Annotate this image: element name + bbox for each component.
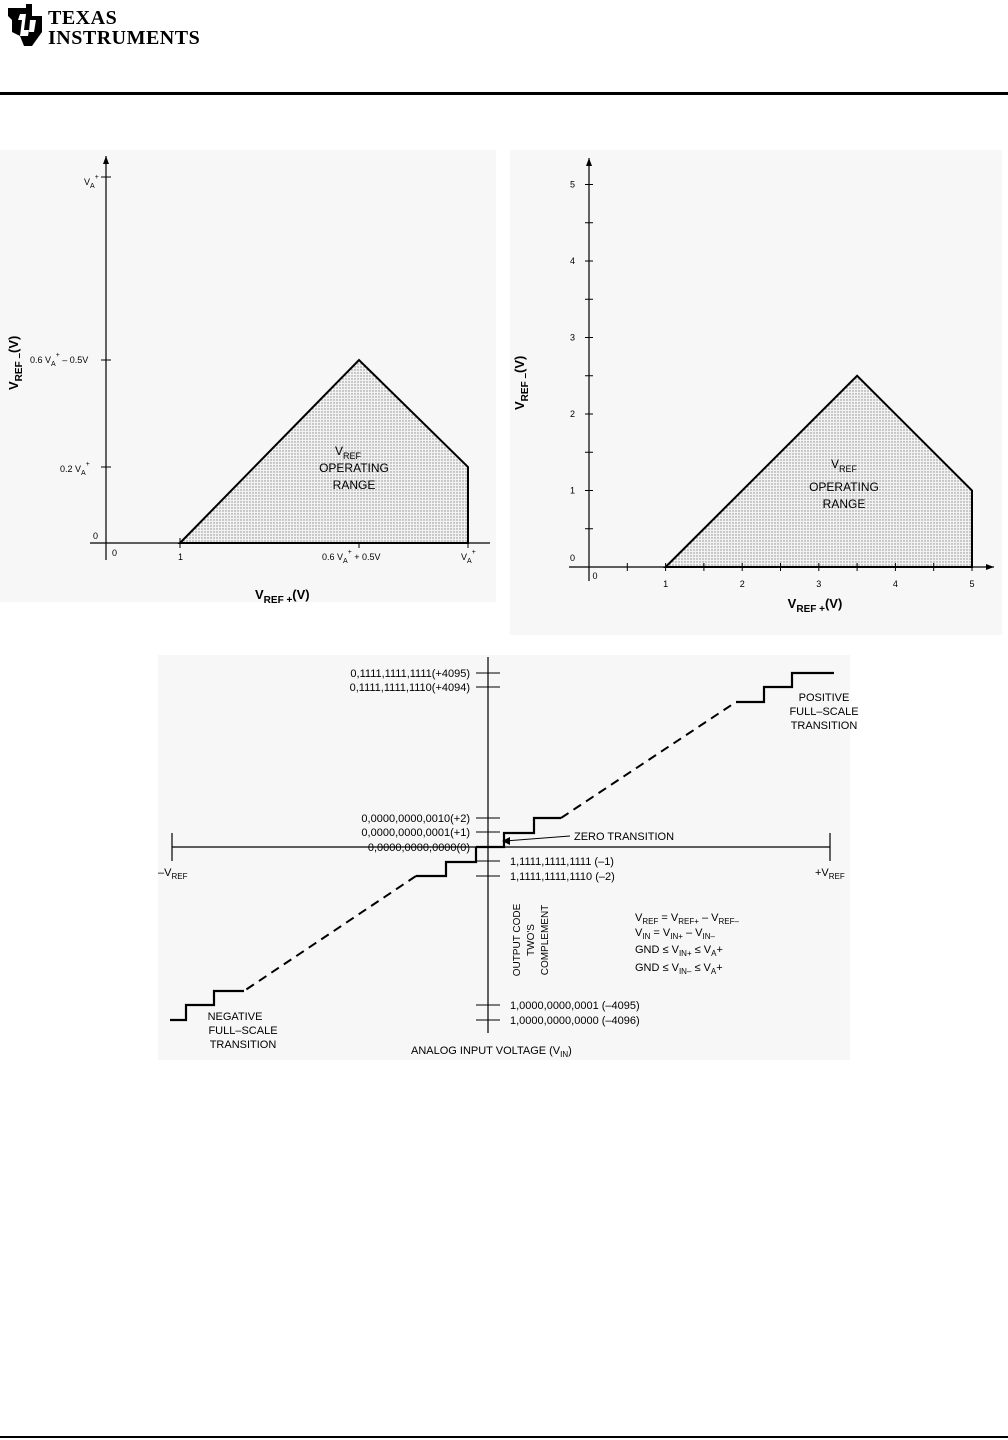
equation-vref: $V_{REF} = V_{REF+} - V_{REF-}$ [635,912,739,926]
equation-vin-minus-range: GND ≤ $V_{IN-} \le V_A+$ [635,962,723,976]
y-tick-label-0: 0 [569,553,575,563]
chart-region-label-line-1: $V_{REF}$ [831,457,858,474]
pos-fs-line-3: TRANSITION [790,720,858,732]
tf-pos-ref-label: $+V_{REF}$ [815,867,845,881]
pos-fs-line-2: FULL–SCALE [789,706,859,718]
x-label-one: 1 [178,552,184,562]
footer-rule [0,1436,1008,1438]
neg-fs-line-1: NEGATIVE [207,1011,263,1023]
x-label-origin: 0 [112,548,118,558]
y-label-mid: 0.6 $V_A^+ - 0.5V$ [30,352,89,368]
tf-background [158,655,850,1060]
y-tick-label-3: 3 [569,332,575,343]
chart-y-axis-title: $V_{REF -}(V)$ [512,355,531,410]
y-tick-label-5: 5 [569,179,575,190]
code-label-0: 0,0000,0000,0000(0) [367,842,470,854]
tf-neg-ref-label: $-V_{REF}$ [158,867,188,881]
ti-chip-icon [2,2,48,48]
chart-x-axis-title: $V_{REF +}(V)$ [787,596,843,615]
tf-x-axis-label: ANALOG INPUT VOLTAGE $(V_{IN})$ [411,1045,572,1059]
chart-region-label-line-3: RANGE [822,497,866,511]
region-label-line-2: OPERATING [319,461,389,475]
y-axis-title: $V_{REF -}(V)$ [6,335,25,390]
x-label-mid: 0.6 $V_A^+ + 0.5V$ [322,549,381,565]
neg-fs-line-2: FULL–SCALE [208,1025,278,1037]
y-label-zero: 0 [93,531,99,541]
logo-line-1: TEXAS [48,7,118,29]
code-label-neg4096: 1,0000,0000,0000 (–4096) [510,1015,640,1027]
code-label-4094: 0,1111,1111,1110(+4094) [349,682,470,694]
x-label-end: $V_A^+$ [461,549,476,565]
x-tick-label-1: 1 [663,579,669,589]
x-tick-label-3: 3 [816,579,822,589]
y-tick-label-4: 4 [569,256,575,266]
vref-range-numeric-chart [510,150,1002,635]
y-tick-label-1: 1 [569,485,575,496]
y-label-low: 0.2 $V_A^+$ [60,461,90,477]
region-label-line-3: RANGE [332,478,376,492]
x-tick-label-0: 0 [592,571,598,581]
neg-fs-line-3: TRANSITION [209,1039,277,1051]
equation-vin-plus-range: GND ≤ $V_{IN+} \le V_A+$ [635,944,723,958]
y-tick-label-2: 2 [569,409,575,419]
output-code-line-1: OUTPUT CODE [512,903,523,977]
x-axis-title: $V_{REF +}(V)$ [255,587,310,606]
output-code-line-2: TWO'S [526,924,537,956]
code-label-neg4095: 1,0000,0000,0001 (–4095) [510,1000,640,1012]
code-label-4095: 0,1111,1111,1111(+4095) [350,668,470,680]
equation-vin: $V_{IN} = V_{IN+} - V_{IN-}$ [635,927,715,941]
y-label-top: $V_A^+$ [84,174,99,190]
code-label-neg2: 1,1111,1111,1110 (–2) [510,871,615,883]
chart-region-label-line-2: OPERATING [809,480,879,494]
output-code-line-3: COMPLEMENT [540,904,551,976]
vref-range-generic-figure [0,150,500,610]
x-tick-label-5: 5 [969,579,975,589]
code-label-neg1: 1,1111,1111,1111 (–1) [510,856,614,868]
transfer-function-figure [158,655,859,1065]
x-tick-label-4: 4 [892,579,898,589]
pos-fs-line-1: POSITIVE [798,692,850,704]
header-rule [0,92,1008,95]
logo-line-2: INSTRUMENTS [48,27,201,49]
tf-zero-transition-label: ZERO TRANSITION [574,831,675,843]
x-tick-label-2: 2 [739,579,745,589]
ti-logo [0,0,200,52]
code-label-2: 0,0000,0000,0010(+2) [361,813,470,825]
region-label-line-1: $V_{REF}$ [335,444,362,461]
code-label-1: 0,0000,0000,0001(+1) [361,827,470,839]
